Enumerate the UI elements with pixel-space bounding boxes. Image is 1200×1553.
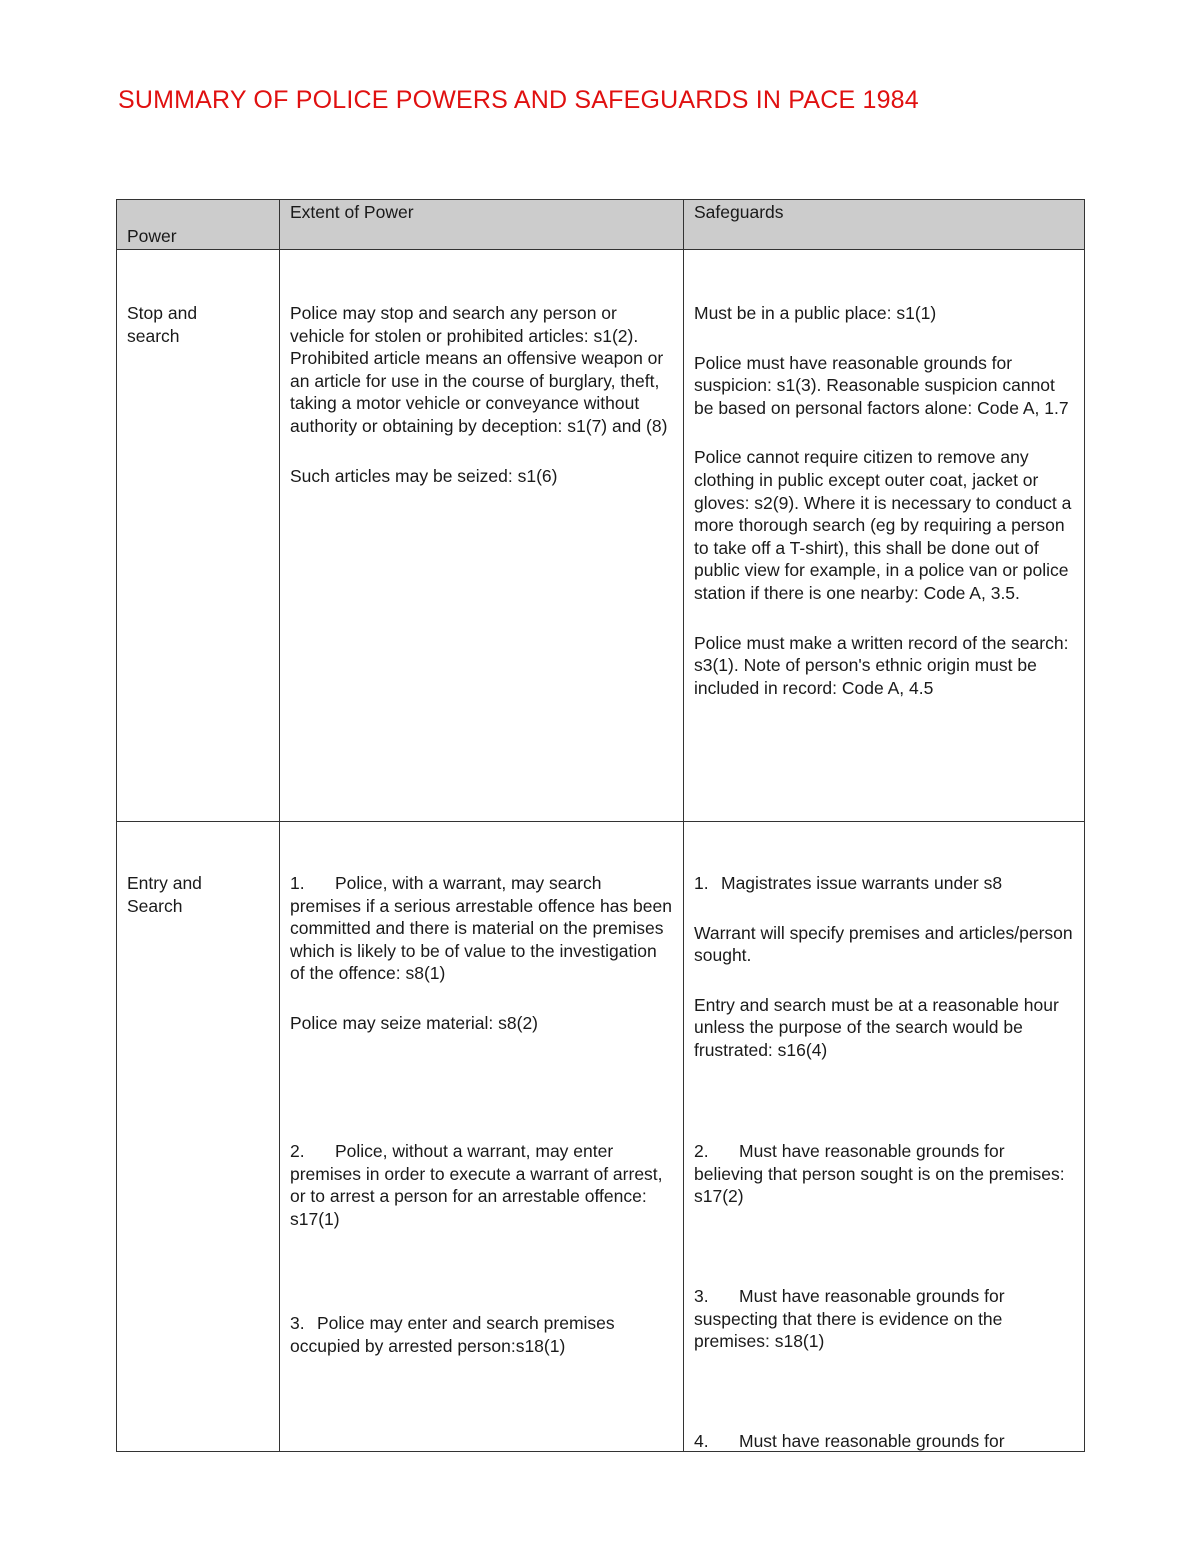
extent-item-3	[290, 1312, 675, 1357]
extent-item-1	[290, 872, 675, 1035]
header-power: Power	[117, 200, 280, 250]
extent-item-2	[290, 1140, 675, 1230]
safeguard-item-warrant: Warrant will specify premises and articles/person sought.	[694, 922, 1073, 966]
power-cell-entry-and-search	[117, 822, 280, 1452]
item-number: 3.	[694, 1286, 709, 1306]
item-number: 2.	[290, 1141, 305, 1161]
extent-item-text: Police, with a warrant, may search premises if a serious arrestable offence has been committed and there is material on the premises which is likely to be of value to the investigation of the offence: s8(1)	[290, 873, 672, 984]
safeguards-cell-stop-and-search	[684, 250, 1085, 822]
power-cell-stop-and-search	[117, 250, 280, 822]
safeguard-item-4	[694, 1430, 1076, 1452]
item-number: 4.	[694, 1431, 709, 1451]
table-header-row	[117, 200, 1085, 250]
header-extent: Extent of Power	[280, 200, 684, 250]
safeguards-cell-entry-and-search	[684, 822, 1085, 1452]
extent-item-text: Police may enter and search premises occupied by arrested person:s18(1)	[290, 1313, 615, 1356]
safeguard-item-3	[694, 1285, 1076, 1353]
item-number: 1.	[290, 873, 305, 893]
safeguard-item-2	[694, 1140, 1076, 1208]
extent-cell-entry-and-search	[280, 822, 684, 1452]
extent-paragraph: Such articles may be seized: s1(6)	[290, 465, 558, 486]
header-safeguards: Safeguards	[684, 200, 1085, 250]
safeguard-item-text: Must have reasonable grounds for believing that person sought is on the premises: s17(2)	[694, 1141, 1065, 1207]
extent-item-seize: Police may seize material: s8(2)	[290, 1012, 538, 1033]
extent-paragraph: Police may stop and search any person or vehicle for stolen or prohibited articles: s1(2). Prohibited article means an offensive weapon or an article for use in the course of burglary, theft, taking a motor vehicle or conveyance without authority or obtaining by deception: s1(7) and (8)	[290, 303, 668, 436]
item-number: 1.	[694, 873, 709, 893]
safeguard-item-1	[694, 872, 1076, 1062]
safeguard-item-text: Magistrates issue warrants under s8	[721, 873, 1003, 893]
document-title: SUMMARY OF POLICE POWERS AND SAFEGUARDS IN PACE 1984	[118, 86, 919, 114]
safeguard-item-hour: Entry and search must be at a reasonable hour unless the purpose of the search would be frustrated: s16(4)	[694, 994, 1059, 1060]
safeguard-item-text: Must have reasonable grounds for	[739, 1431, 1005, 1451]
table-row-stop-and-search	[117, 250, 1085, 822]
powers-table	[116, 199, 1085, 1452]
safeguard-paragraph: Police must make a written record of the search: s3(1). Note of person's ethnic origin must be included in record: Code A, 4.5	[694, 632, 1069, 698]
safeguard-paragraph: Police cannot require citizen to remove any clothing in public except outer coat, jacket or gloves: s2(9). Where it is necessary to conduct a more thorough search (eg by requiring a person to take off a T-shirt), this shall be done out of public view for example, in a police van or police station if there is one nearby: Code A, 3.5.	[694, 447, 1072, 603]
safeguard-paragraph: Police must have reasonable grounds for suspicion: s1(3). Reasonable suspicion cannot be based on personal factors alone: Code A, 1.7	[694, 352, 1069, 418]
safeguard-item-text: Must have reasonable grounds for suspecting that there is evidence on the premises: s18(1)	[694, 1286, 1005, 1352]
table-row-entry-and-search	[117, 822, 1085, 1452]
extent-cell-stop-and-search	[280, 250, 684, 822]
power-label: Entry and Search	[127, 873, 202, 916]
safeguard-paragraph: Must be in a public place: s1(1)	[694, 303, 937, 323]
power-label: Stop and search	[127, 303, 198, 346]
extent-item-text: Police, without a warrant, may enter premises in order to execute a warrant of arrest, or to arrest a person for an arrestable offence: s17(1)	[290, 1141, 663, 1229]
item-number: 3.	[290, 1313, 305, 1333]
item-number: 2.	[694, 1141, 709, 1161]
